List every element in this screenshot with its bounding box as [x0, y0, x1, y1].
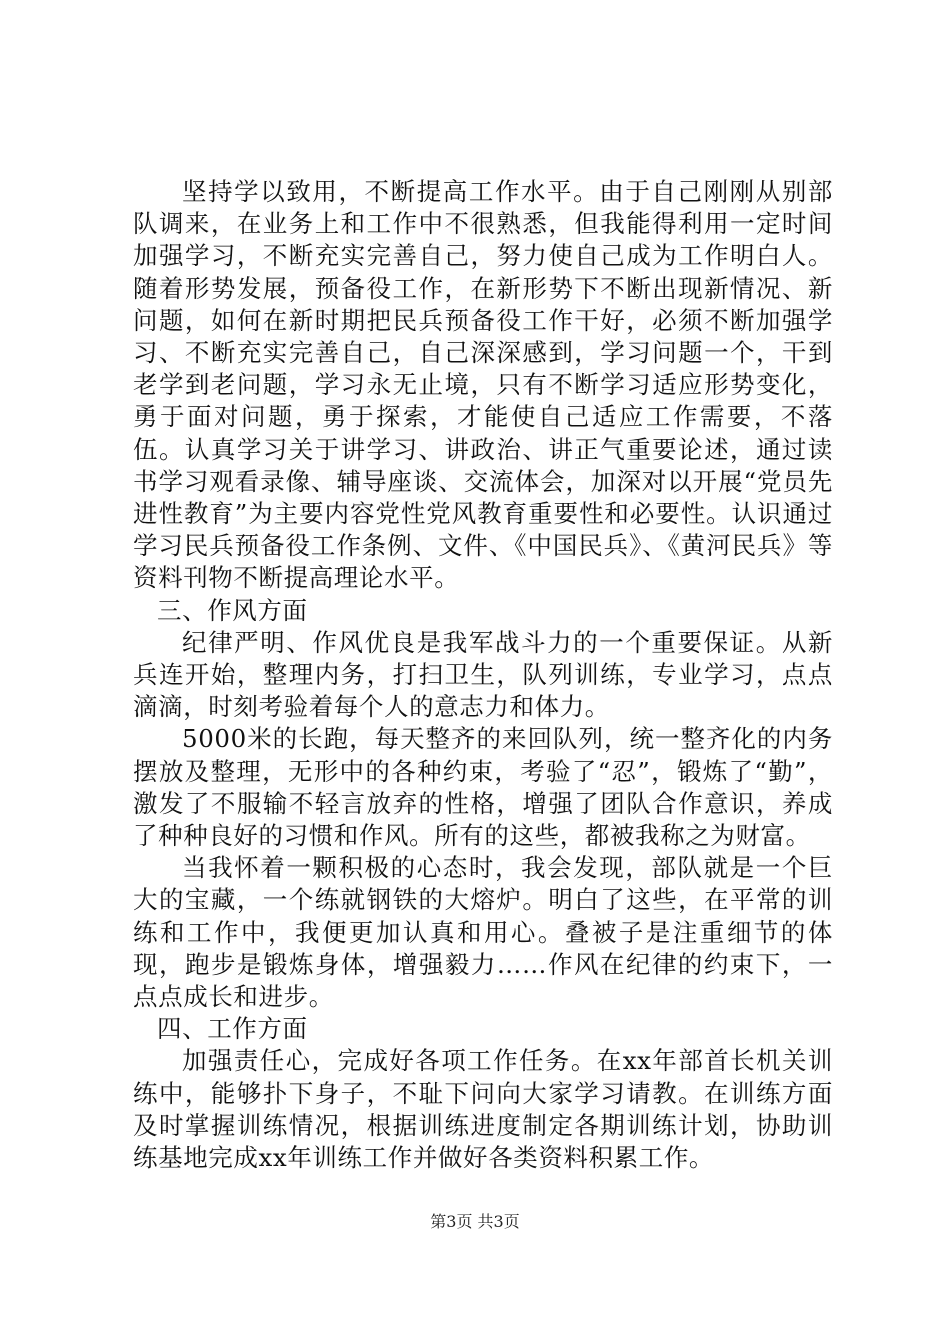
paragraph-work: 加强责任心，完成好各项工作任务。在xx年部首长机关训练中，能够扑下身子，不耻下问向大家学习请教。在训练方面及时掌握训练情况，根据训练进度制定各期训练计划，协助训练基地完成xx年训练工作并做好各类资料积累工作。 — [133, 1046, 833, 1173]
section-heading-work: 四、工作方面 — [157, 1014, 308, 1044]
paragraph-study: 坚持学以致用，不断提高工作水平。由于自己刚刚从别部队调来，在业务上和工作中不很熟悉，但我能得利用一定时间加强学习，不断充实完善自己，努力使自己成为工作明白人。随着形势发展，预备役工作，在新形势下不断出现新情况、新问题，如何在新时期把民兵预备役工作干好，必须不断加强学习、不断充实完善自己，自己深深感到，学习问题一个，干到老学到老问题，学习永无止境，只有不断学习适应形势变化，勇于面对问题，勇于探索，才能使自己适应工作需要，不落伍。认真学习关于讲学习、讲政治、讲正气重要论述，通过读书学习观看录像、辅导座谈、交流体会，加深对以开展“党员先进性教育”为主要内容党性党风教育重要性和必要性。认识通过学习民兵预备役工作条例、文件、《中国民兵》、《黄河民兵》等资料刊物不断提高理论水平。 — [133, 177, 833, 593]
section-heading-style: 三、作风方面 — [157, 595, 308, 625]
paragraph-attitude: 当我怀着一颗积极的心态时，我会发现，部队就是一个巨大的宝藏，一个练就钢铁的大熔炉。明白了这些，在平常的训练和工作中，我便更加认真和用心。叠被子是注重细节的体现，跑步是锻炼身体，增强毅力……作风在纪律的约束下，一点点成长和进步。 — [133, 853, 833, 1012]
document-body — [133, 176, 833, 1174]
paragraph-discipline: 纪律严明、作风优良是我军战斗力的一个重要保证。从新兵连开始，整理内务，打扫卫生，队列训练，专业学习，点点滴滴，时刻考验着每个人的意志力和体力。 — [133, 627, 833, 722]
page-number-footer: 第3页 共3页 — [430, 1212, 520, 1231]
paragraph-running: 5000米的长跑，每天整齐的来回队列，统一整齐化的内务摆放及整理，无形中的各种约束，考验了“忍”，锻炼了“勤”，激发了不服输不轻言放弃的性格，增强了团队合作意识，养成了种种良好的习惯和作风。所有的这些，都被我称之为财富。 — [133, 724, 833, 851]
